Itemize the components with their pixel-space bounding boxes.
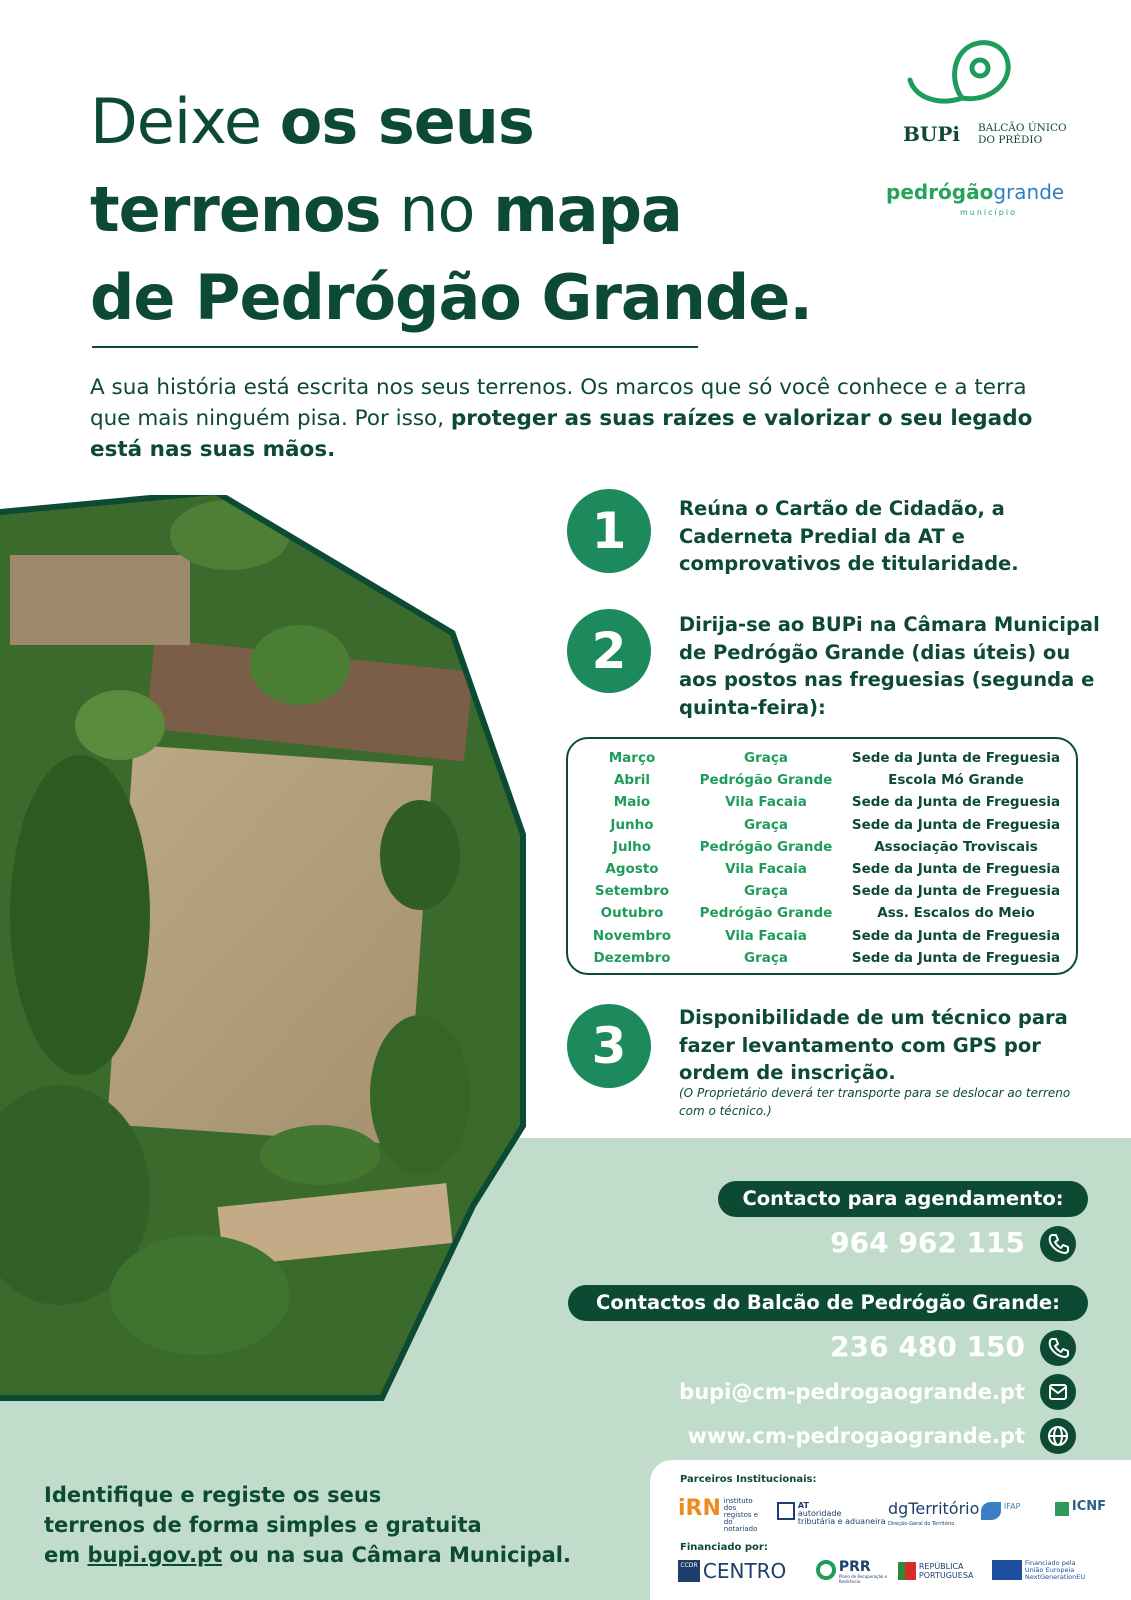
republica-text: PORTUGUESA	[918, 1571, 974, 1580]
eu-text: Financiado pela	[1024, 1559, 1076, 1567]
at-subtitle: tributária e aduaneira	[797, 1517, 886, 1526]
schedule-month: Julho	[612, 838, 652, 855]
headline-bold: terrenos	[90, 173, 381, 246]
headline-word: Deixe	[90, 85, 280, 158]
republica-text: REPÚBLICA	[918, 1562, 964, 1571]
schedule-place: Sede da Junta de Freguesia	[851, 750, 1061, 766]
eu-flag-icon	[992, 1560, 1022, 1580]
bupi-subtitle-line: DO PRÉDIO	[978, 134, 1043, 146]
step-3-note: (O Proprietário deverá ter transporte para se deslocar ao terreno com o técnico.)	[679, 1086, 1071, 1118]
intro-plain: A sua história está escrita nos seus terrenos. Os marcos que só você conhece e a terra que mais ninguém pisa. Por isso,	[90, 375, 1027, 431]
step-1-text: Reúna o Cartão de Cidadão, a Caderneta Predial da AT e comprovativos de titularidade.	[679, 497, 1019, 575]
step-2-text: Dirija-se ao BUPi na Câmara Municipal de Pedrógão Grande (dias úteis) ou aos postos nas freguesias (segunda e quinta-feira):	[679, 613, 1100, 719]
ccdr-emblem: CCDR	[678, 1560, 700, 1582]
at-emblem-icon	[777, 1502, 795, 1520]
schedule-place: Ass. Escalos do Meio	[877, 905, 1035, 922]
step-3-text: Disponibilidade de um técnico para fazer levantamento com GPS por ordem de inscrição.	[679, 1006, 1068, 1084]
aerial-land-photo	[0, 495, 545, 1420]
step-1-badge: 1	[567, 489, 651, 573]
schedule-row	[568, 880, 1076, 902]
intro-paragraph	[90, 372, 1070, 465]
partners-box	[650, 1460, 1131, 1600]
schedule-parish: Pedrógão Grande	[699, 838, 833, 855]
schedule-row	[568, 902, 1076, 924]
headline-line-1	[90, 78, 910, 166]
icnf-logo	[1055, 1499, 1107, 1516]
ccdr-centro-logo	[678, 1560, 786, 1582]
ifap-emblem-icon	[981, 1502, 1001, 1520]
schedule-parish: Graça	[744, 816, 788, 833]
office-website[interactable]: www.cm-pedrogaogrande.pt	[687, 1424, 1025, 1448]
at-name: AT	[797, 1501, 809, 1510]
bupi-subtitle-line: BALCÃO ÚNICO	[978, 122, 1067, 134]
scheduling-contact-label: Contacto para agendamento:	[718, 1181, 1088, 1217]
eu-text: União Europeia	[1024, 1566, 1075, 1574]
schedule-place: Sede da Junta de Freguesia	[851, 883, 1061, 900]
prr-subtitle: Plano de Recuperação e Resiliência	[838, 1574, 888, 1584]
bupi-website-link[interactable]: bupi.gov.pt	[87, 1543, 223, 1567]
at-subtitle: autoridade	[797, 1509, 842, 1518]
prr-logo	[816, 1560, 891, 1586]
bottom-message	[44, 1480, 644, 1570]
dgt-subtitle: Direção-Geral do Território	[888, 1521, 955, 1527]
schedule-row	[568, 925, 1076, 947]
eu-text: NextGenerationEU	[1024, 1573, 1086, 1581]
bottom-mint-band-edge	[470, 1138, 1131, 1168]
schedule-parish: Pedrógão Grande	[699, 772, 833, 789]
schedule-place: Sede da Junta de Freguesia	[851, 794, 1061, 811]
municipality-logo-sub: município	[960, 208, 1017, 217]
bottom-line: Identifique e registe os seus	[44, 1483, 382, 1507]
schedule-parish: Pedrógão Grande	[699, 905, 833, 922]
republica-portuguesa-logo	[898, 1562, 974, 1580]
bupi-subtitle	[978, 122, 1067, 146]
schedule-row	[568, 791, 1076, 813]
headline-bold: os seus	[279, 85, 534, 158]
institutional-partners-label: Parceiros Institucionais:	[680, 1474, 817, 1485]
schedule-place: Sede da Junta de Freguesia	[851, 860, 1061, 877]
schedule-table	[566, 737, 1078, 975]
schedule-month: Novembro	[592, 927, 672, 944]
bottom-text-part: em	[44, 1543, 88, 1567]
bottom-line	[44, 1540, 644, 1570]
prr-emblem-icon	[816, 1560, 836, 1580]
schedule-parish: Vila Facaia	[725, 794, 807, 811]
schedule-month: Abril	[613, 772, 651, 789]
funded-by-label: Financiado por:	[680, 1542, 768, 1553]
schedule-month: Setembro	[594, 883, 670, 900]
schedule-place: Sede da Junta de Freguesia	[851, 949, 1061, 966]
eu-funding-logo	[992, 1560, 1085, 1581]
schedule-month: Maio	[613, 794, 651, 811]
phone-icon	[1040, 1226, 1076, 1262]
schedule-month: Junho	[610, 816, 654, 833]
schedule-month: Dezembro	[593, 949, 671, 966]
schedule-parish: Vila Facaia	[725, 927, 807, 944]
office-phone[interactable]: 236 480 150	[830, 1330, 1025, 1363]
ifap-name: IFAP	[1003, 1502, 1021, 1511]
schedule-row	[568, 947, 1076, 969]
headline-line-2	[90, 166, 910, 254]
schedule-parish: Graça	[744, 883, 788, 900]
globe-icon	[1040, 1418, 1076, 1454]
headline-line-3: de Pedrógão Grande.	[90, 261, 812, 334]
municipality-logo-b: grande	[993, 180, 1065, 204]
centro-name: CENTRO	[702, 1559, 787, 1583]
schedule-row	[568, 769, 1076, 791]
headline-divider	[92, 346, 698, 348]
schedule-parish: Vila Facaia	[725, 860, 807, 877]
portugal-flag-icon	[898, 1562, 916, 1580]
prr-name: PRR	[838, 1559, 871, 1575]
dgt-name: dgTerritório	[888, 1499, 980, 1518]
headline-word: no	[380, 173, 494, 246]
schedule-place: Sede da Junta de Freguesia	[851, 927, 1061, 944]
municipality-logo-a: pedrógão	[886, 180, 994, 204]
at-logo	[777, 1502, 886, 1526]
schedule-month: Agosto	[605, 860, 659, 877]
email-icon	[1040, 1374, 1076, 1410]
irn-logo: iRN instituto dos registos e do notariado	[678, 1498, 766, 1533]
headline-bold: mapa	[493, 173, 682, 246]
office-email[interactable]: bupi@cm-pedrogaogrande.pt	[679, 1380, 1025, 1404]
scheduling-phone[interactable]: 964 962 115	[830, 1226, 1025, 1259]
schedule-row	[568, 747, 1076, 769]
ifap-logo	[981, 1502, 1020, 1520]
schedule-row	[568, 836, 1076, 858]
intro-bold: proteger as suas raízes e valorizar o seu legado está nas suas mãos.	[90, 406, 1033, 462]
bupi-wordmark: BUPi	[903, 122, 960, 146]
schedule-place: Associação Troviscais	[874, 838, 1038, 855]
dgt-logo	[888, 1500, 979, 1528]
bottom-text-part: ou na sua Câmara Municipal.	[222, 1543, 571, 1567]
phone-icon	[1040, 1330, 1076, 1366]
schedule-month: Março	[608, 750, 656, 766]
headline	[90, 78, 910, 342]
schedule-row	[568, 814, 1076, 836]
schedule-parish: Graça	[744, 949, 788, 966]
irn-subtitle: instituto dos registos e do notariado	[723, 1497, 759, 1533]
schedule-place: Escola Mó Grande	[888, 772, 1024, 789]
schedule-month: Outubro	[600, 905, 664, 922]
icnf-name: ICNF	[1071, 1499, 1107, 1514]
icnf-emblem-icon	[1055, 1502, 1069, 1516]
schedule-parish: Graça	[744, 750, 788, 766]
step-3-badge: 3	[567, 1004, 651, 1088]
schedule-place: Sede da Junta de Freguesia	[851, 816, 1061, 833]
office-contacts-label: Contactos do Balcão de Pedrógão Grande:	[568, 1285, 1088, 1321]
schedule-row	[568, 858, 1076, 880]
bottom-line: terrenos de forma simples e gratuita	[44, 1513, 482, 1537]
step-2-badge: 2	[567, 609, 651, 693]
